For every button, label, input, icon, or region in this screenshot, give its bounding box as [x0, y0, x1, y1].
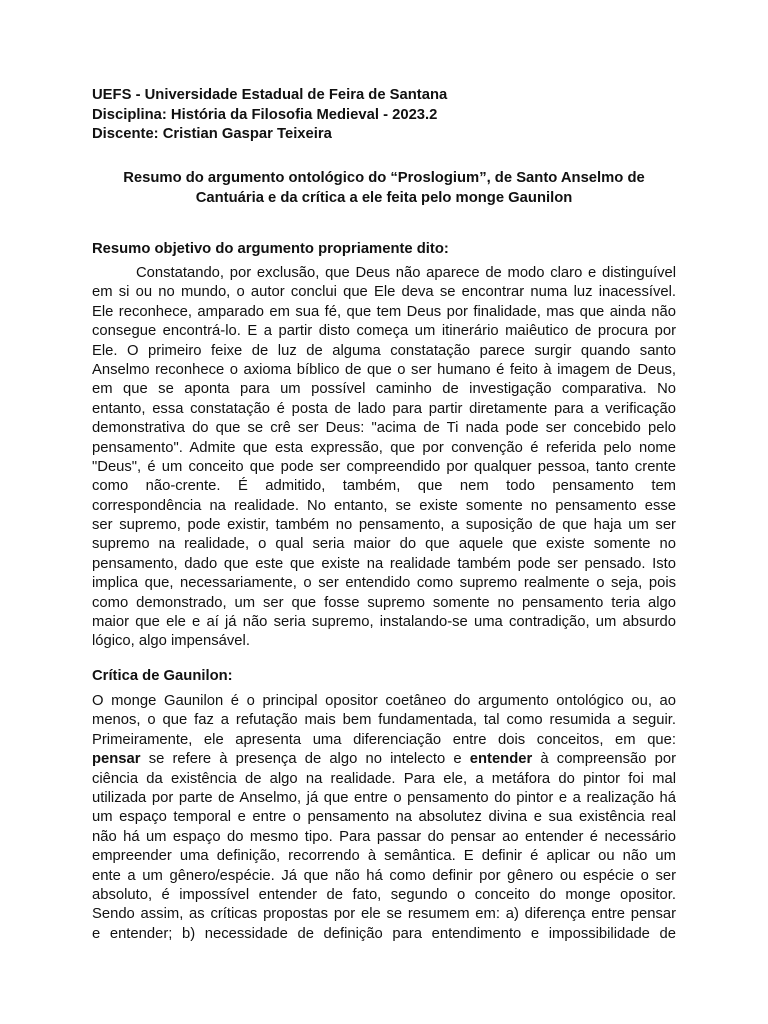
text-line: "Deus", é um conceito que pode ser compreendido por qualquer pessoa, tanto crente — [92, 458, 676, 475]
section-heading-summary: Resumo objetivo do argumento propriamente dito: — [92, 241, 449, 257]
text-line: empreender uma definição, recorrendo à semântica. E definir é aplicar ou não um — [92, 848, 676, 865]
text-line: consegue encontrá-lo. E a partir disto começa um itinerário maiêutico de procura por — [92, 323, 676, 340]
text-line: pensamento, dado que este que existe na realidade também pode ser pensado. Isto — [92, 555, 676, 572]
text-line: um espaço temporal e entre o pensamento na absolutez divina e sua existência real — [92, 809, 676, 826]
text-line: ciência da existência de algo na realidade. Para ele, a metáfora do pintor foi mal — [92, 770, 676, 787]
text-line-mixed — [92, 750, 676, 769]
summary-paragraph — [92, 264, 676, 652]
text-line: ente a um gênero/espécie. Já que não há como definir por gênero ou espécie o ser — [92, 867, 676, 884]
text-line: implica que, necessariamente, o ser entendido como supremo realmente o seja, pois — [92, 575, 676, 592]
text-line: utilizada por parte de Anselmo, já que entre o pensamento do pintor e a realização há — [92, 789, 676, 806]
text-line: O monge Gaunilon é o principal opositor coetâneo do argumento ontológico ou, ao — [92, 693, 676, 709]
text-line: Sendo assim, as críticas propostas por ele se resumem em: a) diferença entre pensar — [92, 906, 676, 923]
text-line: e entender; b) necessidade de definição para entendimento e impossibilidade de — [92, 925, 676, 942]
text-line — [92, 944, 676, 963]
text-fragment: à compreensão por — [532, 751, 676, 768]
term-entender: entender — [469, 751, 533, 768]
text-fragment: se refere à presença de algo no intelecto e — [140, 751, 470, 768]
student-line: Discente: Cristian Gaspar Teixeira — [92, 126, 332, 142]
title-line-2: Cantuária e da crítica a ele feita pelo monge Gaunilon — [195, 189, 573, 206]
text-line: lógico, algo impensável. — [92, 633, 250, 650]
text-line: ser supremo, pode existir, também no pensamento, a suposição de que haja um ser — [92, 517, 676, 534]
title-line-1: Resumo do argumento ontológico do “Proslogium”, de Santo Anselmo de — [123, 170, 645, 186]
discipline-line: Disciplina: História da Filosofia Medieval - 2023.2 — [92, 106, 438, 123]
text-line: supremo na realidade, o qual seria maior do que aquele que existe somente no — [92, 536, 676, 553]
text-line: entanto, essa constatação é posta de lado para partir diretamente para a verificação — [92, 400, 676, 417]
text-line: como demonstrado, um ser que fosse supremo somente no pensamento teria algo — [92, 594, 676, 611]
text-line: em que se aponta para um possível caminho de investigação comparativa. No — [92, 381, 676, 398]
text-line: menos, o que faz a refutação mais bem fundamentada, tal como resumida a seguir. — [92, 712, 676, 729]
text-line: maior que ele e aí já não seria supremo, instalando-se uma contradição, um absurdo — [92, 614, 676, 631]
document-title — [92, 169, 676, 208]
critique-paragraph — [92, 692, 676, 963]
document-header — [92, 86, 692, 145]
text-line: Constatando, por exclusão, que Deus não aparece de modo claro e distinguível — [136, 265, 676, 281]
institution-line: UEFS - Universidade Estadual de Feira de Santana — [92, 87, 448, 103]
section-heading-critique: Crítica de Gaunilon: — [92, 668, 233, 684]
text-line: não há um espaço do mesmo tipo. Para passar do pensar ao entender é necessário — [92, 828, 676, 845]
text-line: Primeiramente, ele apresenta uma diferenciação entre dois conceitos, em que: — [92, 731, 676, 748]
text-line: como não-crente. É admitido, também, que nem todo pensamento tem — [92, 478, 676, 495]
text-line: Ele. O primeiro feixe de luz de alguma constatação parece surgir quando santo — [92, 342, 676, 359]
text-line: absoluto, é impossível entender de fato, segundo o conceito do monge opositor. — [92, 886, 676, 903]
text-line: Anselmo reconhece o axioma bíblico de que o ser humano é feito à imagem de Deus, — [92, 361, 676, 378]
text-line: em si ou no mundo, o autor conclui que Ele deva se encontrar numa luz inacessível. — [92, 284, 676, 301]
text-line: Ele reconhece, amparado em sua fé, que tem Deus por finalidade, mas que ainda não — [92, 303, 676, 320]
text-line: correspondência na realidade. No entanto, se existe somente no pensamento esse — [92, 497, 676, 514]
text-line: demonstrativa do que se crê ser Deus: "acima de Ti nada pode ser concebido pelo — [92, 420, 676, 437]
text-line: pensamento". Admite que esta expressão, que por convenção é referida pelo nome — [92, 439, 676, 456]
term-pensar: pensar — [92, 751, 141, 768]
